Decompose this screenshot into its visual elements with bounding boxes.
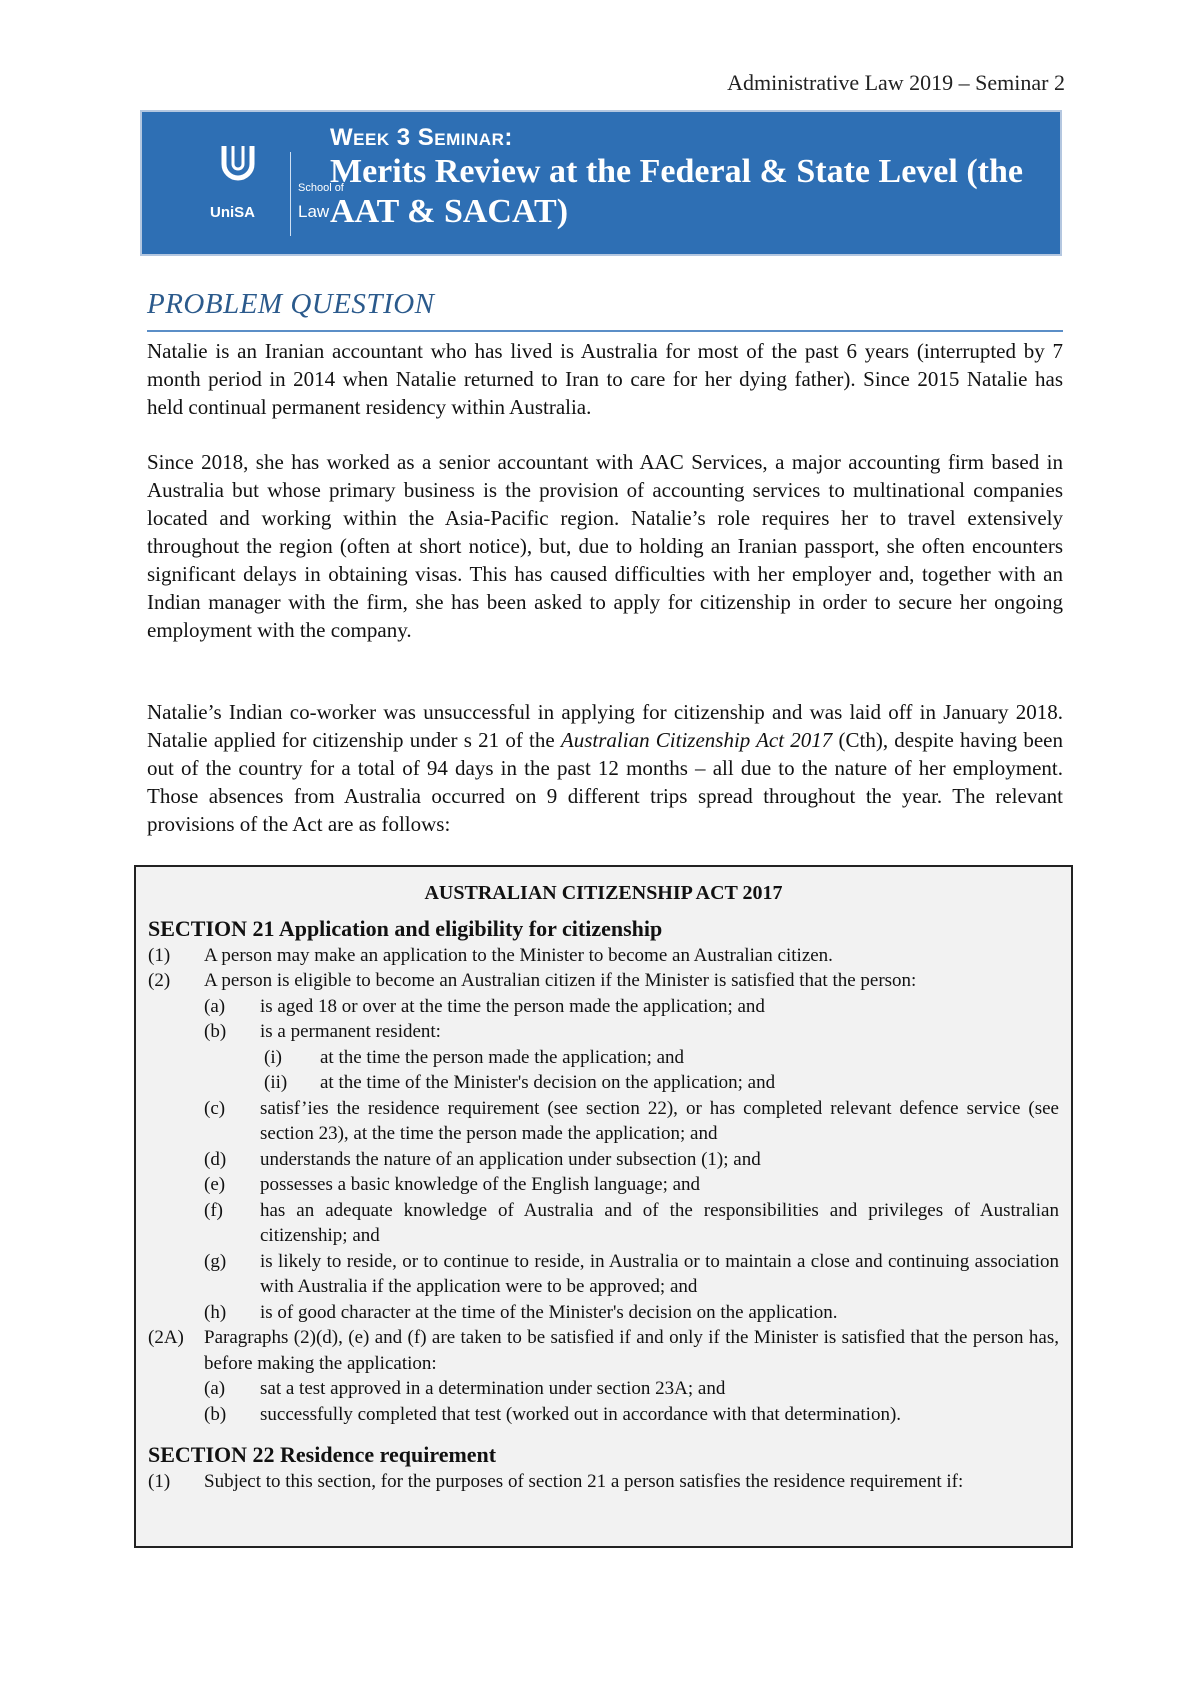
paragraph-text: understands the nature of an application under subsection (1); and: [260, 1148, 761, 1170]
logo-school-text: School of: [298, 182, 344, 194]
paragraph-row: [204, 1402, 1059, 1428]
paragraph-label: (b): [204, 1403, 227, 1425]
subsection-label: (1): [148, 1471, 171, 1492]
paragraph-row: [204, 994, 1059, 1020]
subsection-label: (2A): [148, 1327, 184, 1348]
statute-box: [134, 865, 1073, 1548]
banner-kicker: Week 3 Seminar:: [330, 124, 513, 151]
statute-title: AUSTRALIAN CITIZENSHIP ACT 2017: [424, 882, 783, 904]
paragraph-row: [204, 1300, 1059, 1326]
paragraph-label: (e): [204, 1174, 226, 1195]
subsection-row: [148, 1325, 1059, 1376]
seminar-banner: [140, 110, 1062, 256]
subsection-text: A person may make an application to the Minister to become an Australian citizen.: [204, 944, 833, 966]
act-name: Australian Citizenship Act 2017: [560, 728, 833, 752]
subparagraph-label: (i): [264, 1046, 282, 1068]
unisa-shield-icon: [218, 142, 258, 186]
paragraph-row: [204, 1198, 1059, 1249]
subsection-row: [148, 968, 1059, 994]
logo-law-text: Law: [298, 202, 330, 221]
paragraph-label: (h): [204, 1301, 227, 1323]
subsection-row: [148, 1469, 1059, 1495]
paragraph-row: [204, 1096, 1059, 1147]
p3-part-a: Natalie’s Indian co-worker was unsuccessful in applying for citizenship and was laid off in January 2018. Natalie applied for citizenship under s 21 of the: [147, 700, 1063, 752]
paragraph-label: (c): [204, 1097, 226, 1119]
paragraph-text: is of good character at the time of the Minister's decision on the application.: [260, 1301, 838, 1323]
paragraph-text: sat a test approved in a determination under section 23A; and: [260, 1378, 726, 1399]
paragraph-label: (g): [204, 1250, 227, 1272]
subparagraph-row: [264, 1070, 1059, 1096]
subsection-label: (2): [148, 970, 171, 991]
page-title: Merits Review at the Federal & State Level (the AAT & SACAT): [330, 153, 1023, 230]
section-21-heading: SECTION 21 Application and eligibility for citizenship: [148, 915, 663, 941]
paragraph-text: satisf’ies the residence requirement (see section 22), or has completed relevant defence service (see section 23), at the time the person made the application; and: [260, 1097, 1059, 1144]
subparagraph-row: [264, 1045, 1059, 1071]
paragraph-row: [204, 1172, 1059, 1198]
subsection-label: (1): [148, 944, 171, 966]
paragraph-text: possesses a basic knowledge of the English language; and: [260, 1174, 701, 1195]
paragraph-label: (d): [204, 1148, 227, 1170]
paragraph-text: is aged 18 or over at the time the person made the application; and: [260, 995, 765, 1017]
unisa-logo: [180, 142, 344, 234]
subsection-text: Subject to this section, for the purposes of section 21 a person satisfies the residence requirement if:: [204, 1471, 964, 1492]
problem-heading: PROBLEM QUESTION: [147, 288, 435, 320]
subparagraph-label: (ii): [264, 1072, 288, 1093]
running-header: Administrative Law 2019 – Seminar 2: [727, 70, 1065, 95]
paragraph-text: is a permanent resident:: [260, 1021, 441, 1042]
paragraph-text: has an adequate knowledge of Australia and of the responsibilities and privileges of Australian citizenship; and: [260, 1199, 1059, 1246]
paragraph-row: [204, 1019, 1059, 1045]
paragraph-label: (a): [204, 995, 226, 1017]
paragraph-label: (a): [204, 1378, 226, 1399]
subsection-text: Paragraphs (2)(d), (e) and (f) are taken to be satisfied if and only if the Minister is satisfied that the person has, before making the application:: [204, 1327, 1059, 1374]
subsection-row: [148, 943, 1059, 969]
subparagraph-text: at the time the person made the application; and: [320, 1046, 685, 1068]
paragraph-text: is likely to reside, or to continue to reside, in Australia or to maintain a close and continuing association with Australia if the application were to be approved; and: [260, 1250, 1059, 1297]
paragraph-row: [204, 1147, 1059, 1173]
paragraph-label: (f): [204, 1199, 223, 1221]
subsection-text: A person is eligible to become an Australian citizen if the Minister is satisfied that the person:: [204, 970, 917, 991]
problem-paragraph-1: Natalie is an Iranian accountant who has lived is Australia for most of the past 6 years (interrupted by 7 month period in 2014 when Natalie returned to Iran to care for her dying father). Since 2015 Natalie has held continual permanent residency within Australia.: [147, 339, 1063, 419]
section-22-heading: SECTION 22 Residence requirement: [148, 1442, 497, 1467]
paragraph-text: successfully completed that test (worked out in accordance with that determination).: [260, 1403, 902, 1425]
logo-text: UniSA: [210, 204, 255, 221]
p3-part-b: (Cth), despite having been out of the country for a total of 94 days in the past 12 months – all due to the nature of her employment. Those absences from Australia occurred on 9 different trips spread throughout the year. The relevant provisions of the Act are as follows:: [147, 728, 1063, 836]
logo-divider: [290, 152, 291, 236]
paragraph-row: [204, 1249, 1059, 1300]
paragraph-row: [204, 1376, 1059, 1402]
subparagraph-text: at the time of the Minister's decision on the application; and: [320, 1072, 776, 1093]
problem-paragraph-2: Since 2018, she has worked as a senior accountant with AAC Services, a major accounting firm based in Australia but whose primary business is the provision of accounting services to multinational companies located and working within the Asia-Pacific region. Natalie’s role requires her to travel extensively throughout the region (often at short notice), but, due to holding an Iranian passport, she often encounters significant delays in obtaining visas. This has caused difficulties with her employer and, together with an Indian manager with the firm, she has been asked to apply for citizenship in order to secure her ongoing employment with the company.: [147, 450, 1063, 642]
heading-rule: [147, 330, 1063, 332]
paragraph-label: (b): [204, 1021, 227, 1042]
problem-paragraph-3: [147, 698, 1063, 838]
